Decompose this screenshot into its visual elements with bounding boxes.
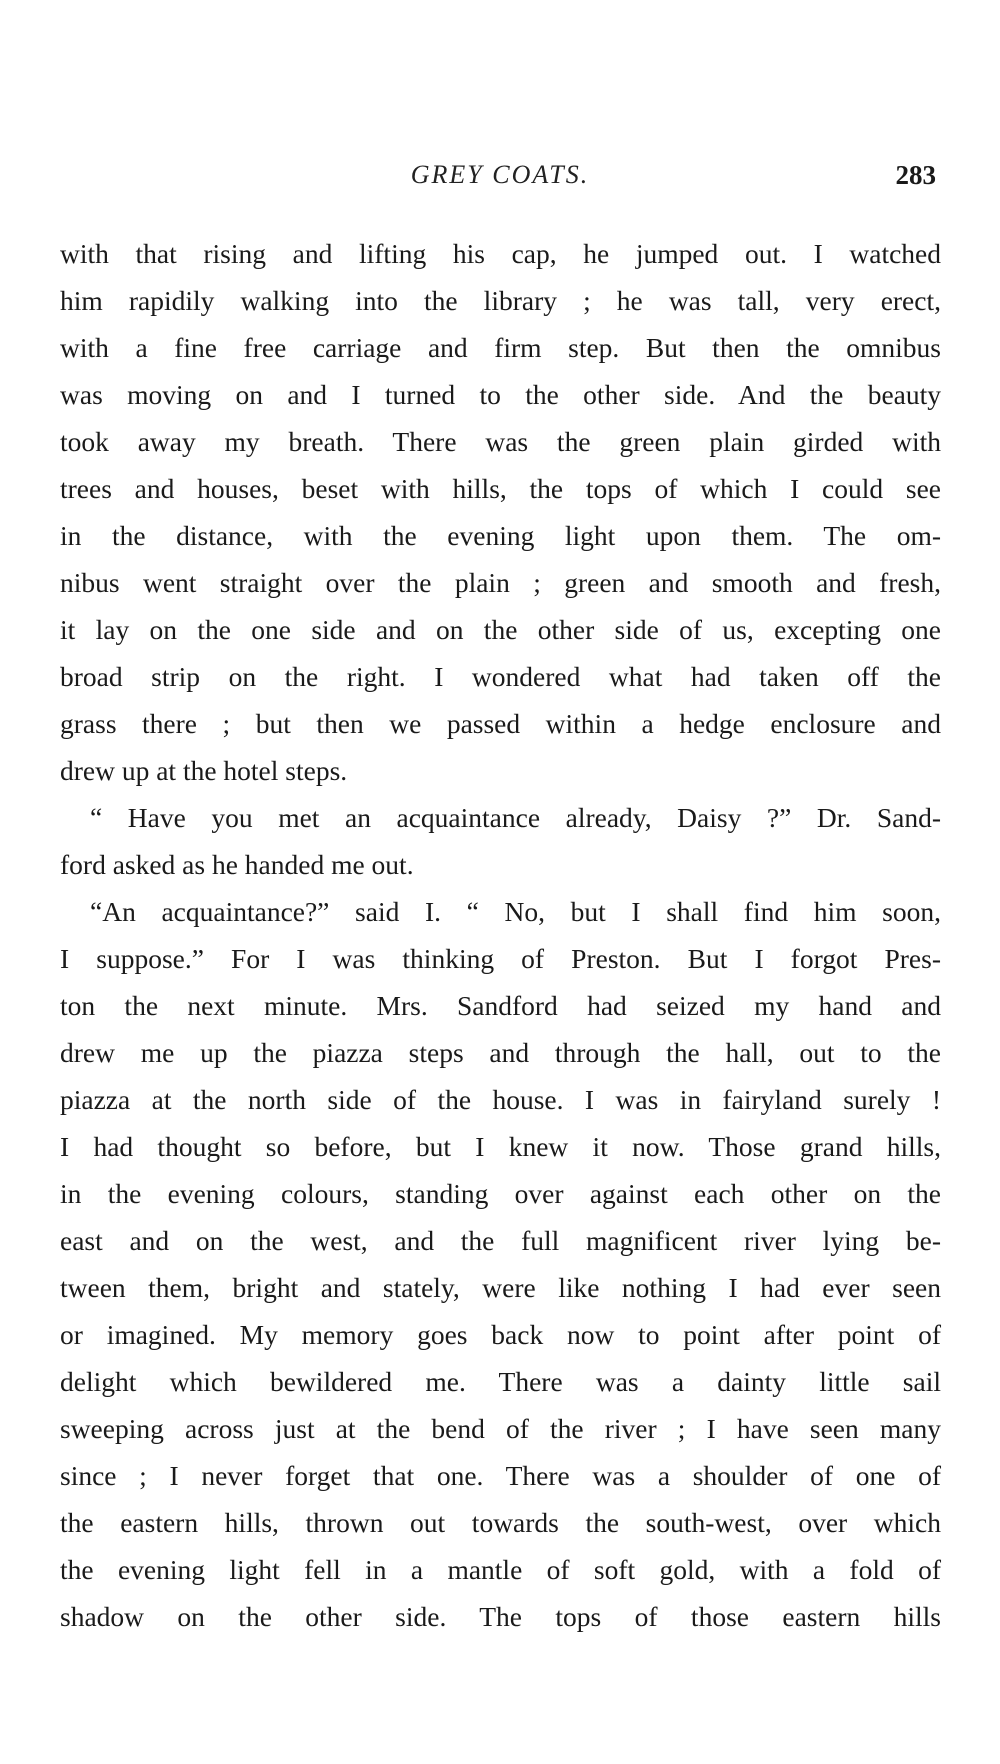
body-text (60, 230, 941, 1640)
text-line: with that rising and lifting his cap, he jumped out. I watched (60, 238, 941, 269)
text-line: tween them, bright and stately, were like nothing I had ever seen (60, 1272, 941, 1303)
text-line: I had thought so before, but I knew it now. Those grand hills, (60, 1131, 941, 1162)
text-line: east and on the west, and the full magnificent river lying be- (60, 1225, 941, 1256)
text-line: was moving on and I turned to the other side. And the beauty (60, 379, 941, 410)
text-line: trees and houses, beset with hills, the tops of which I could see (60, 473, 941, 504)
text-line: ford asked as he handed me out. (60, 849, 414, 880)
text-line: in the evening colours, standing over against each other on the (60, 1178, 941, 1209)
page-number: 283 (895, 160, 936, 190)
text-line: sweeping across just at the bend of the river ; I have seen many (60, 1413, 941, 1444)
text-line: grass there ; but then we passed within a hedge enclosure and (60, 708, 941, 739)
running-title: GREY COATS. (410, 160, 590, 189)
text-line: broad strip on the right. I wondered what had taken off the (60, 661, 941, 692)
text-line: drew up at the hotel steps. (60, 755, 348, 786)
text-line: with a fine free carriage and firm step. But then the omnibus (60, 332, 941, 363)
text-line: the eastern hills, thrown out towards the south-west, over which (60, 1507, 941, 1538)
text-line: “ Have you met an acquaintance already, Daisy ?” Dr. Sand- (90, 802, 941, 833)
text-line: or imagined. My memory goes back now to point after point of (60, 1319, 941, 1350)
text-line: him rapidily walking into the library ; he was tall, very erect, (60, 285, 941, 316)
text-line: the evening light fell in a mantle of soft gold, with a fold of (60, 1554, 941, 1585)
text-line: shadow on the other side. The tops of those eastern hills (60, 1601, 941, 1632)
text-line: since ; I never forget that one. There was a shoulder of one of (60, 1460, 941, 1491)
text-line: I suppose.” For I was thinking of Preston. But I forgot Pres- (60, 943, 941, 974)
text-line: drew me up the piazza steps and through the hall, out to the (60, 1037, 941, 1068)
text-line: in the distance, with the evening light upon them. The om- (60, 520, 941, 551)
text-line: took away my breath. There was the green plain girded with (60, 426, 941, 457)
text-line: ton the next minute. Mrs. Sandford had seized my hand and (60, 990, 941, 1021)
running-head (60, 160, 940, 200)
text-line: piazza at the north side of the house. I was in fairyland surely ! (60, 1084, 941, 1115)
text-line: “An acquaintance?” said I. “ No, but I shall find him soon, (90, 896, 941, 927)
text-line: nibus went straight over the plain ; green and smooth and fresh, (60, 567, 941, 598)
text-line: delight which bewildered me. There was a dainty little sail (60, 1366, 941, 1397)
text-line: it lay on the one side and on the other side of us, excepting one (60, 614, 941, 645)
